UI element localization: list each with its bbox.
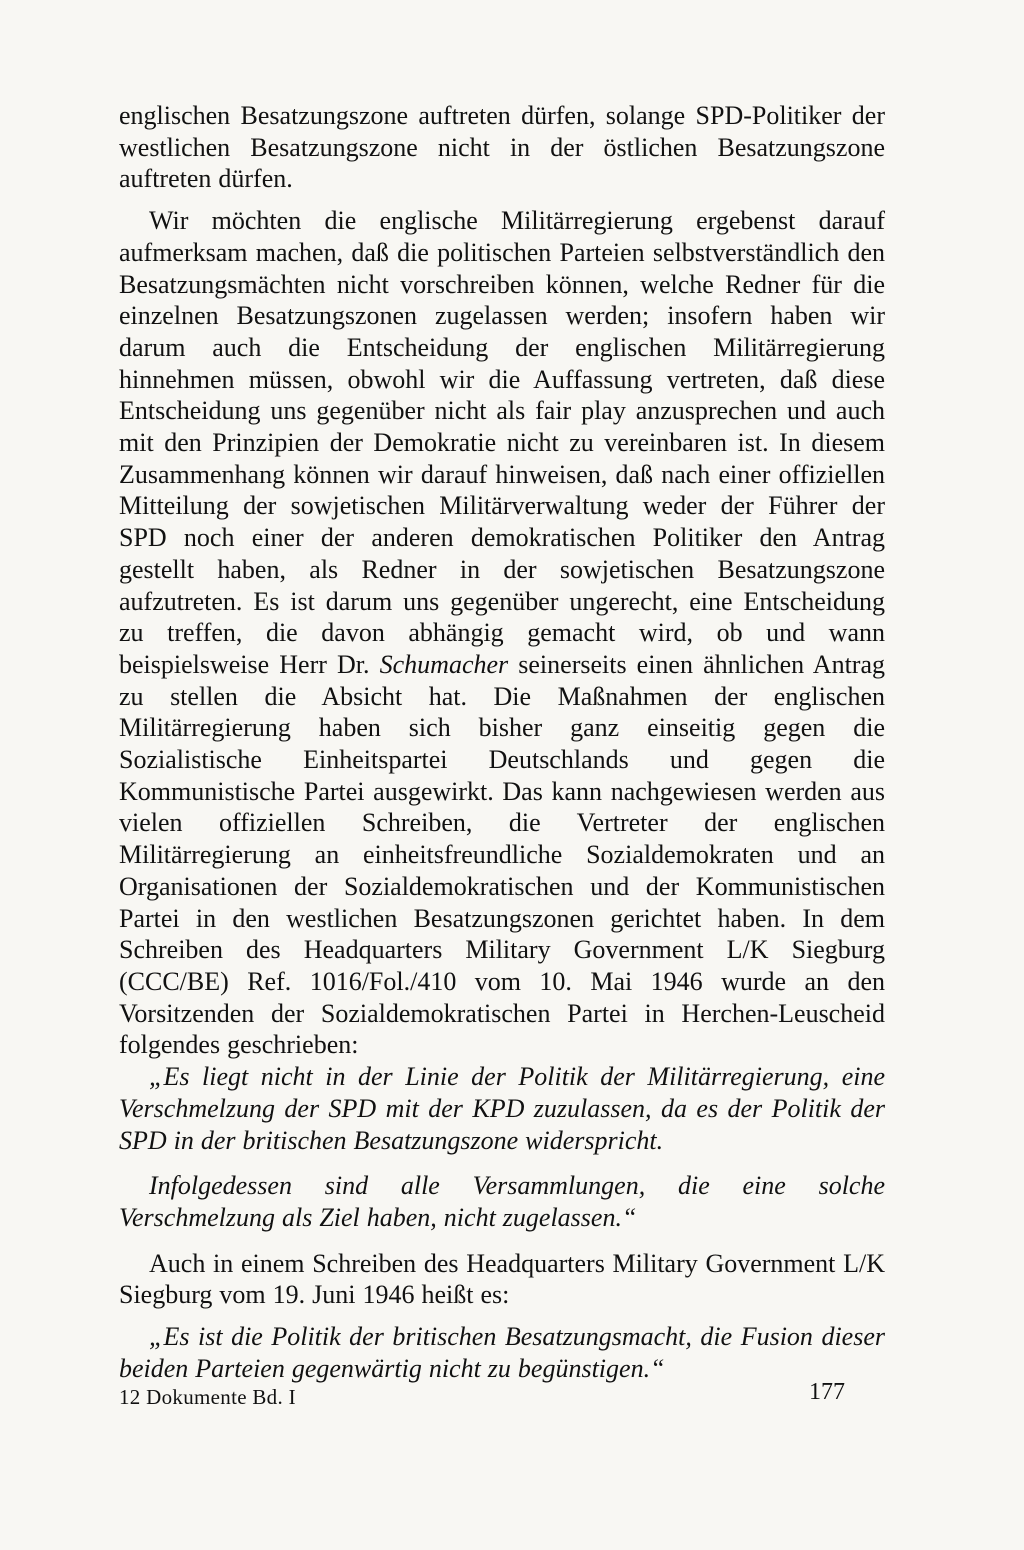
page-number: 177 — [809, 1379, 845, 1405]
paragraph-main-text-end: seinerseits einen ähnlichen Antrag zu stellen die Absicht hat. Die Maßnahmen der englischen Militärregierung haben sich bisher ganz einseitig gegen die Sozialistische Einheitspartei Deutschlands und gegen die Kommunistische Partei ausgewirkt. Das kann nachgewiesen werden aus vielen offiziellen Schreiben, die Vertreter der englischen Militärregierung an einheitsfreundliche Sozialdemokraten und an Organisationen der Sozialdemokratischen und der Kommunistischen Partei in den westlichen Besatzungszonen gerichtet haben. In dem Schreiben des Headquarters Military Government L/K Siegburg (CCC/BE) Ref. 1016/Fol./410 vom 10. Mai 1946 wurde an den Vorsitzenden der Sozialdemokratischen Partei in Herchen-Leuscheid folgendes geschrieben: — [119, 649, 886, 1060]
printer-signature: 12 Dokumente Bd. I — [119, 1385, 296, 1409]
paragraph-letter-reference: Auch in einem Schreiben des Headquarters Military Government L/K Siegburg vom 19. Juni 1946 heißt es: — [119, 1248, 885, 1310]
body-text — [119, 100, 885, 1384]
paragraph-main-text-start: Wir möchten die englische Militärregierung ergebenst darauf aufmerksam machen, daß die politischen Parteien selbstverständlich den Besatzungsmächten nicht vorschreiben können, welche Redner für die einzelnen Besatzungszonen zugelassen werden; insofern haben wir darum auch die Entscheidung der englischen Militärregierung hinnehmen müssen, obwohl wir die Auffassung vertreten, daß diese Entscheidung uns gegenüber nicht als fair play anzusprechen und auch mit den Prinzipien der Demokratie nicht zu vereinbaren ist. In diesem Zusammenhang können wir darauf hinweisen, daß nach einer offiziellen Mitteilung der sowjetischen Militärverwaltung weder der Führer der SPD noch einer der anderen demokratischen Politiker den Antrag gestellt haben, als Redner in der sowjetischen Besatzungszone aufzutreten. Es ist darum uns gegenüber ungerecht, eine Entscheidung zu treffen, die davon abhängig gemacht wird, ob und wann beispielsweise Herr Dr. — [119, 206, 885, 679]
quotation-third: „Es ist die Politik der britischen Besatzungsmacht, die Fusion dieser beiden Parteien gegenwärtig nicht zu begünstigen.“ — [119, 1322, 885, 1383]
page-footer — [119, 1379, 845, 1415]
person-name-schumacher: Schumacher — [379, 649, 509, 679]
paragraph-main — [119, 205, 885, 1061]
paragraph-continuation: englischen Besatzungszone auftreten dürfen, solange SPD-Politiker der westlichen Besatzungszone nicht in der östlichen Besatzungszone auftreten dürfen. — [119, 101, 885, 194]
quotation-second: Infolgedessen sind alle Versammlungen, die eine solche Verschmelzung als Ziel haben, nicht zugelassen.“ — [119, 1171, 885, 1232]
quotation-first: „Es liegt nicht in der Linie der Politik der Militärregierung, eine Verschmelzung der SPD mit der KPD zuzulassen, da es der Politik der SPD in der britischen Besatzungszone widerspricht. — [119, 1062, 885, 1155]
